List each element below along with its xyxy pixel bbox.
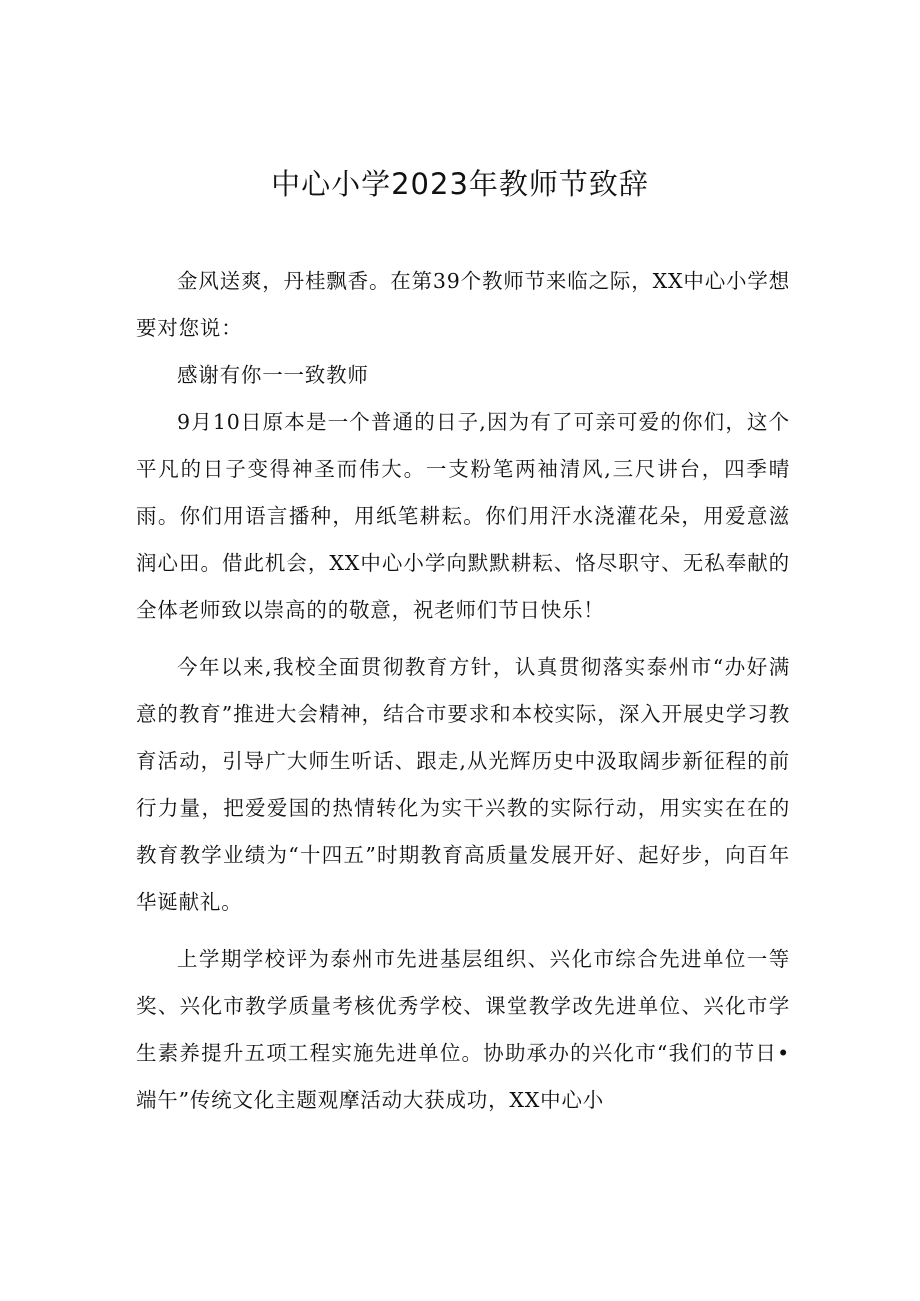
paragraph-subtitle: 感谢有你一一致教师 — [177, 363, 369, 387]
document-body — [136, 258, 790, 1124]
paragraph-education-policy: 今年以来,我校全面贯彻教育方针，认真贯彻落实泰州市“办好满意的教育”推进大会精神，结合市要求和本校实际，深入开展史学习教育活动，引导广大师生听话、跟走,从光辉历史中汲取阔步新征程的前行力量，把爱爱国的热情转化为实干兴教的实际行动，用实实在在的教育教学业绩为“十四五”时期教育高质量发展开好、起好步，向百年华诞献礼。 — [136, 655, 790, 914]
paragraph-greeting: 金风送爽，丹桂飘香。在第39个教师节来临之际，XX中心小学想要对您说： — [136, 269, 790, 340]
page-title: 中心小学2023年教师节致辞 — [271, 167, 649, 201]
paragraph-achievements: 上学期学校评为泰州市先进基层组织、兴化市综合先进单位一等奖、兴化市教学质量考核优秀学校、课堂教学改先进单位、兴化市学生素养提升五项工程实施先进单位。协助承办的兴化市“我们的节日•端午”传统文化主题观摩活动大获成功，XX中心小 — [136, 947, 790, 1112]
paragraph-teachers-day: 9月10日原本是一个普通的日子,因为有了可亲可爱的你们，这个平凡的日子变得神圣而伟大。一支粉笔两袖清风,三尺讲台，四季晴雨。你们用语言播种，用纸笔耕耘。你们用汗水浇灌花朵，用爱意滋润心田。借此机会，XX中心小学向默默耕耘、恪尽职守、无私奉献的全体老师致以崇高的的敬意，祝老师们节日快乐！ — [136, 410, 790, 622]
